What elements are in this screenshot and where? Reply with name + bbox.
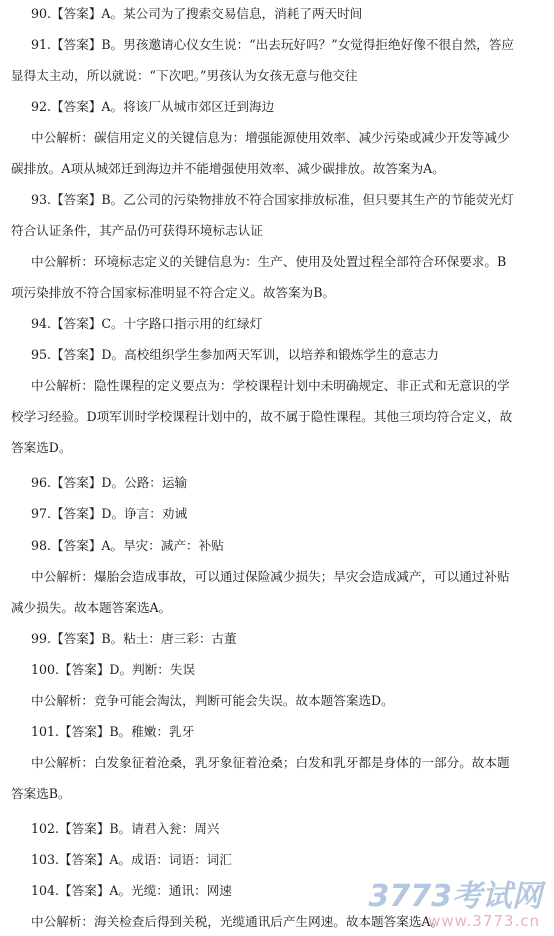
analysis-95-end: 答案选D。 [11,440,72,455]
watermark-url: www.3773.cn [428,912,540,930]
answer-104: 104.【答案】A。光缆：通讯：网速 [31,883,232,898]
answer-96: 96.【答案】D。公路：运输 [31,475,188,490]
analysis-101-cont: 答案选B。 [11,786,71,801]
answer-93: 93.【答案】B。乙公司的污染物排放不符合国家排放标准，但只要其生产的节能荧光灯 [31,192,514,207]
answer-102: 102.【答案】B。请君入瓮：周兴 [31,821,220,836]
answer-100: 100.【答案】D。判断：失误 [31,662,196,677]
analysis-101: 中公解析：白发象征着沧桑，乳牙象征着沧桑；白发和乳牙都是身体的一部分。故本题 [31,755,510,770]
watermark-logo: 3773考试网 [368,879,542,914]
analysis-95-cont: 校学习经验。D项军训时学校课程计划中的，故不属于隐性课程。其他三项均符合定义，故 [11,409,513,424]
answer-98: 98.【答案】A。旱灾：减产：补贴 [31,538,224,553]
answer-91: 91.【答案】B。男孩邀请心仪女生说：“出去玩好吗？”女觉得拒绝好像不很自然，答应 [31,37,514,52]
answer-91-cont: 显得太主动，所以就说：“下次吧。”男孩认为女孩无意与他交往 [11,68,358,83]
answer-90: 90.【答案】A。某公司为了搜索交易信息，消耗了两天时间 [31,6,363,21]
analysis-98-cont: 减少损失。故本题答案选A。 [11,600,172,615]
answer-103: 103.【答案】A。成语：词语：词汇 [31,852,232,867]
answer-92: 92.【答案】A。将该厂从城市郊区迁到海边 [31,99,275,114]
answer-101: 101.【答案】B。稚嫩：乳牙 [31,724,195,739]
analysis-98: 中公解析：爆胎会造成事故，可以通过保险减少损失；旱灾会造成减产，可以通过补贴 [31,569,510,584]
answer-93-cont: 符合认证条件，其产品仍可获得环境标志认证 [11,223,263,238]
analysis-92-cont: 碳排放。A项从城郊迁到海边并不能增强使用效率、减少碳排放。故答案为A。 [11,161,445,176]
answer-99: 99.【答案】B。粘土：唐三彩：古董 [31,631,237,646]
analysis-93: 中公解析：环境标志定义的关键信息为：生产、使用及处置过程全部符合环保要求。B [31,254,507,269]
site-watermark [308,880,548,934]
answer-97: 97.【答案】D。诤言：劝诫 [31,506,188,521]
answer-94: 94.【答案】C。十字路口指示用的红绿灯 [31,316,263,331]
answer-95: 95.【答案】D。高校组织学生参加两天军训，以培养和锻炼学生的意志力 [31,347,439,362]
analysis-92: 中公解析：碳信用定义的关键信息为：增强能源使用效率、减少污染或减少开发等减少 [31,130,510,145]
analysis-93-cont: 项污染排放不符合国家标准明显不符合定义。故答案为B。 [11,285,336,300]
analysis-104: 中公解析：海关检查后得到关税，光缆通讯后产生网速。故本题答案选A。 [31,914,444,929]
analysis-95: 中公解析：隐性课程的定义要点为：学校课程计划中未明确规定、非正式和无意识的学 [31,378,510,393]
analysis-100: 中公解析：竞争可能会淘汰，判断可能会失误。故本题答案选D。 [31,693,394,708]
